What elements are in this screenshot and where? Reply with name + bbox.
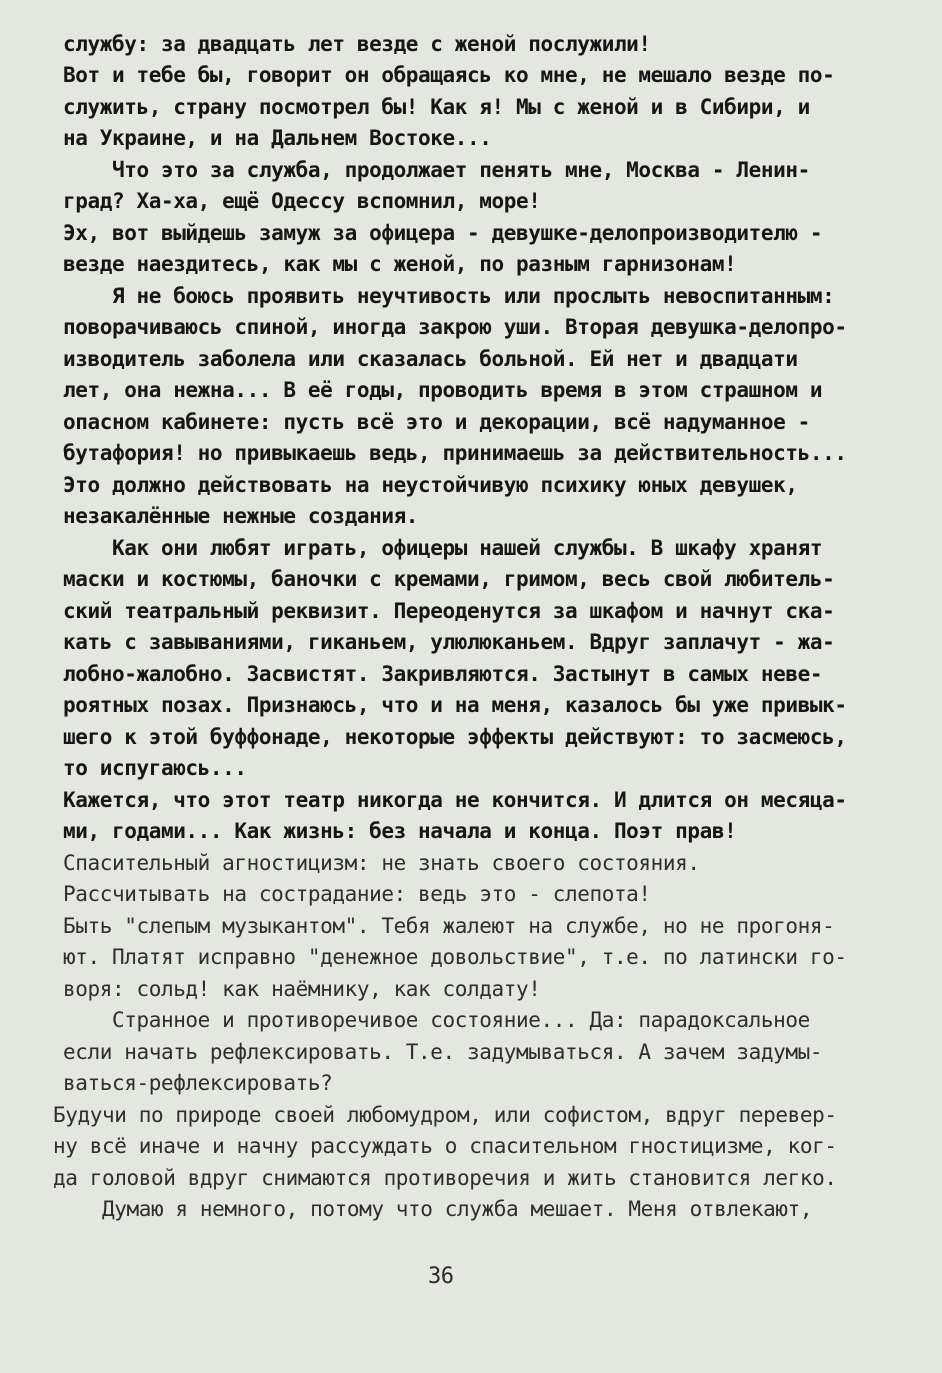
text-line: Эх, вот выйдешь замуж за офицера - девушке-делопроизводителю - [63, 221, 823, 245]
text-line: Я не боюсь проявить неучтивость или прослыть невоспитанным: [63, 284, 835, 308]
text-line: град? Ха-ха, ещё Одессу вспомнил, море! [63, 189, 541, 213]
text-line: ну всё иначе и начну рассуждать о спасительном гностицизме, ког- [53, 1134, 837, 1158]
text-line: кать с завываниями, гиканьем, улюлюканьем. Вдруг заплачут - жа- [63, 630, 835, 654]
text-line: Что это за служба, продолжает пенять мне, Москва - Ленин- [63, 158, 810, 182]
text-line: Рассчитывать на сострадание: ведь это - слепота! [63, 882, 651, 906]
text-line: на Украине, и на Дальнем Востоке... [63, 126, 492, 150]
text-line: Спасительный агностицизм: не знать своего состояния. [63, 851, 700, 875]
text-line: ваться-рефлексировать? [63, 1071, 333, 1095]
text-line: если начать рефлексировать. Т.е. задумываться. А зачем задумы- [63, 1040, 823, 1064]
text-line: незакалённые нежные создания. [63, 504, 419, 528]
text-line: Думаю я немного, потому что служба мешает. Меня отвлекают, [53, 1197, 813, 1221]
page-number: 36 [428, 1264, 454, 1289]
text-line: лобно-жалобно. Засвистят. Закривляются. Застынут в самых неве- [63, 662, 823, 686]
text-line: воря: сольд! как наёмнику, как солдату! [63, 977, 541, 1001]
text-line: Быть "слепым музыкантом". Тебя жалеют на службе, но не прогоня- [63, 914, 835, 938]
text-line: Странное и противоречивое состояние... Да: парадоксальное [63, 1008, 810, 1032]
text-line: Это должно действовать на неустойчивую психику юных девушек, [63, 473, 798, 497]
text-line: да головой вдруг снимаются противоречия и жить становится легко. [53, 1166, 837, 1190]
text-line: маски и костюмы, баночки с кремами, гримом, весь свой любитель- [63, 567, 835, 591]
text-line: Кажется, что этот театр никогда не кончится. И длится он месяца- [63, 788, 847, 812]
text-line: лет, она нежна... В её годы, проводить время в этом страшном и [63, 378, 823, 402]
text-line: Вот и тебе бы, говорит он обращаясь ко мне, не мешало везде по- [63, 63, 835, 87]
text-line: службу: за двадцать лет везде с женой послужили! [63, 32, 651, 56]
text-line: поворачиваюсь спиной, иногда закрою уши. Вторая девушка-делопро- [63, 315, 847, 339]
text-line: Будучи по природе своей любомудром, или софистом, вдруг перевер- [53, 1103, 837, 1127]
text-line: изводитель заболела или сказалась больной. Ей нет и двадцати [63, 347, 798, 371]
text-line: ют. Платят исправно "денежное довольствие", т.е. по латински го- [63, 945, 847, 969]
text-line: Как они любят играть, офицеры нашей службы. В шкафу хранят [63, 536, 823, 560]
text-line: роятных позах. Признаюсь, что и на меня, казалось бы уже привык- [63, 693, 847, 717]
text-line: бутафория! но привыкаешь ведь, принимаешь за действительность... [63, 441, 847, 465]
text-line: то испугаюсь... [63, 756, 247, 780]
text-line: ский театральный реквизит. Переоденутся за шкафом и начнут ска- [63, 599, 835, 623]
text-line: опасном кабинете: пусть всё это и декорации, всё надуманное - [63, 410, 810, 434]
text-line: ми, годами... Как жизнь: без начала и конца. Поэт прав! [63, 819, 737, 843]
text-line: везде наездитесь, как мы с женой, по разным гарнизонам! [63, 252, 737, 276]
text-line: шего к этой буффонаде, некоторые эффекты действуют: то засмеюсь, [63, 725, 847, 749]
text-line: служить, страну посмотрел бы! Как я! Мы с женой и в Сибири, и [63, 95, 810, 119]
